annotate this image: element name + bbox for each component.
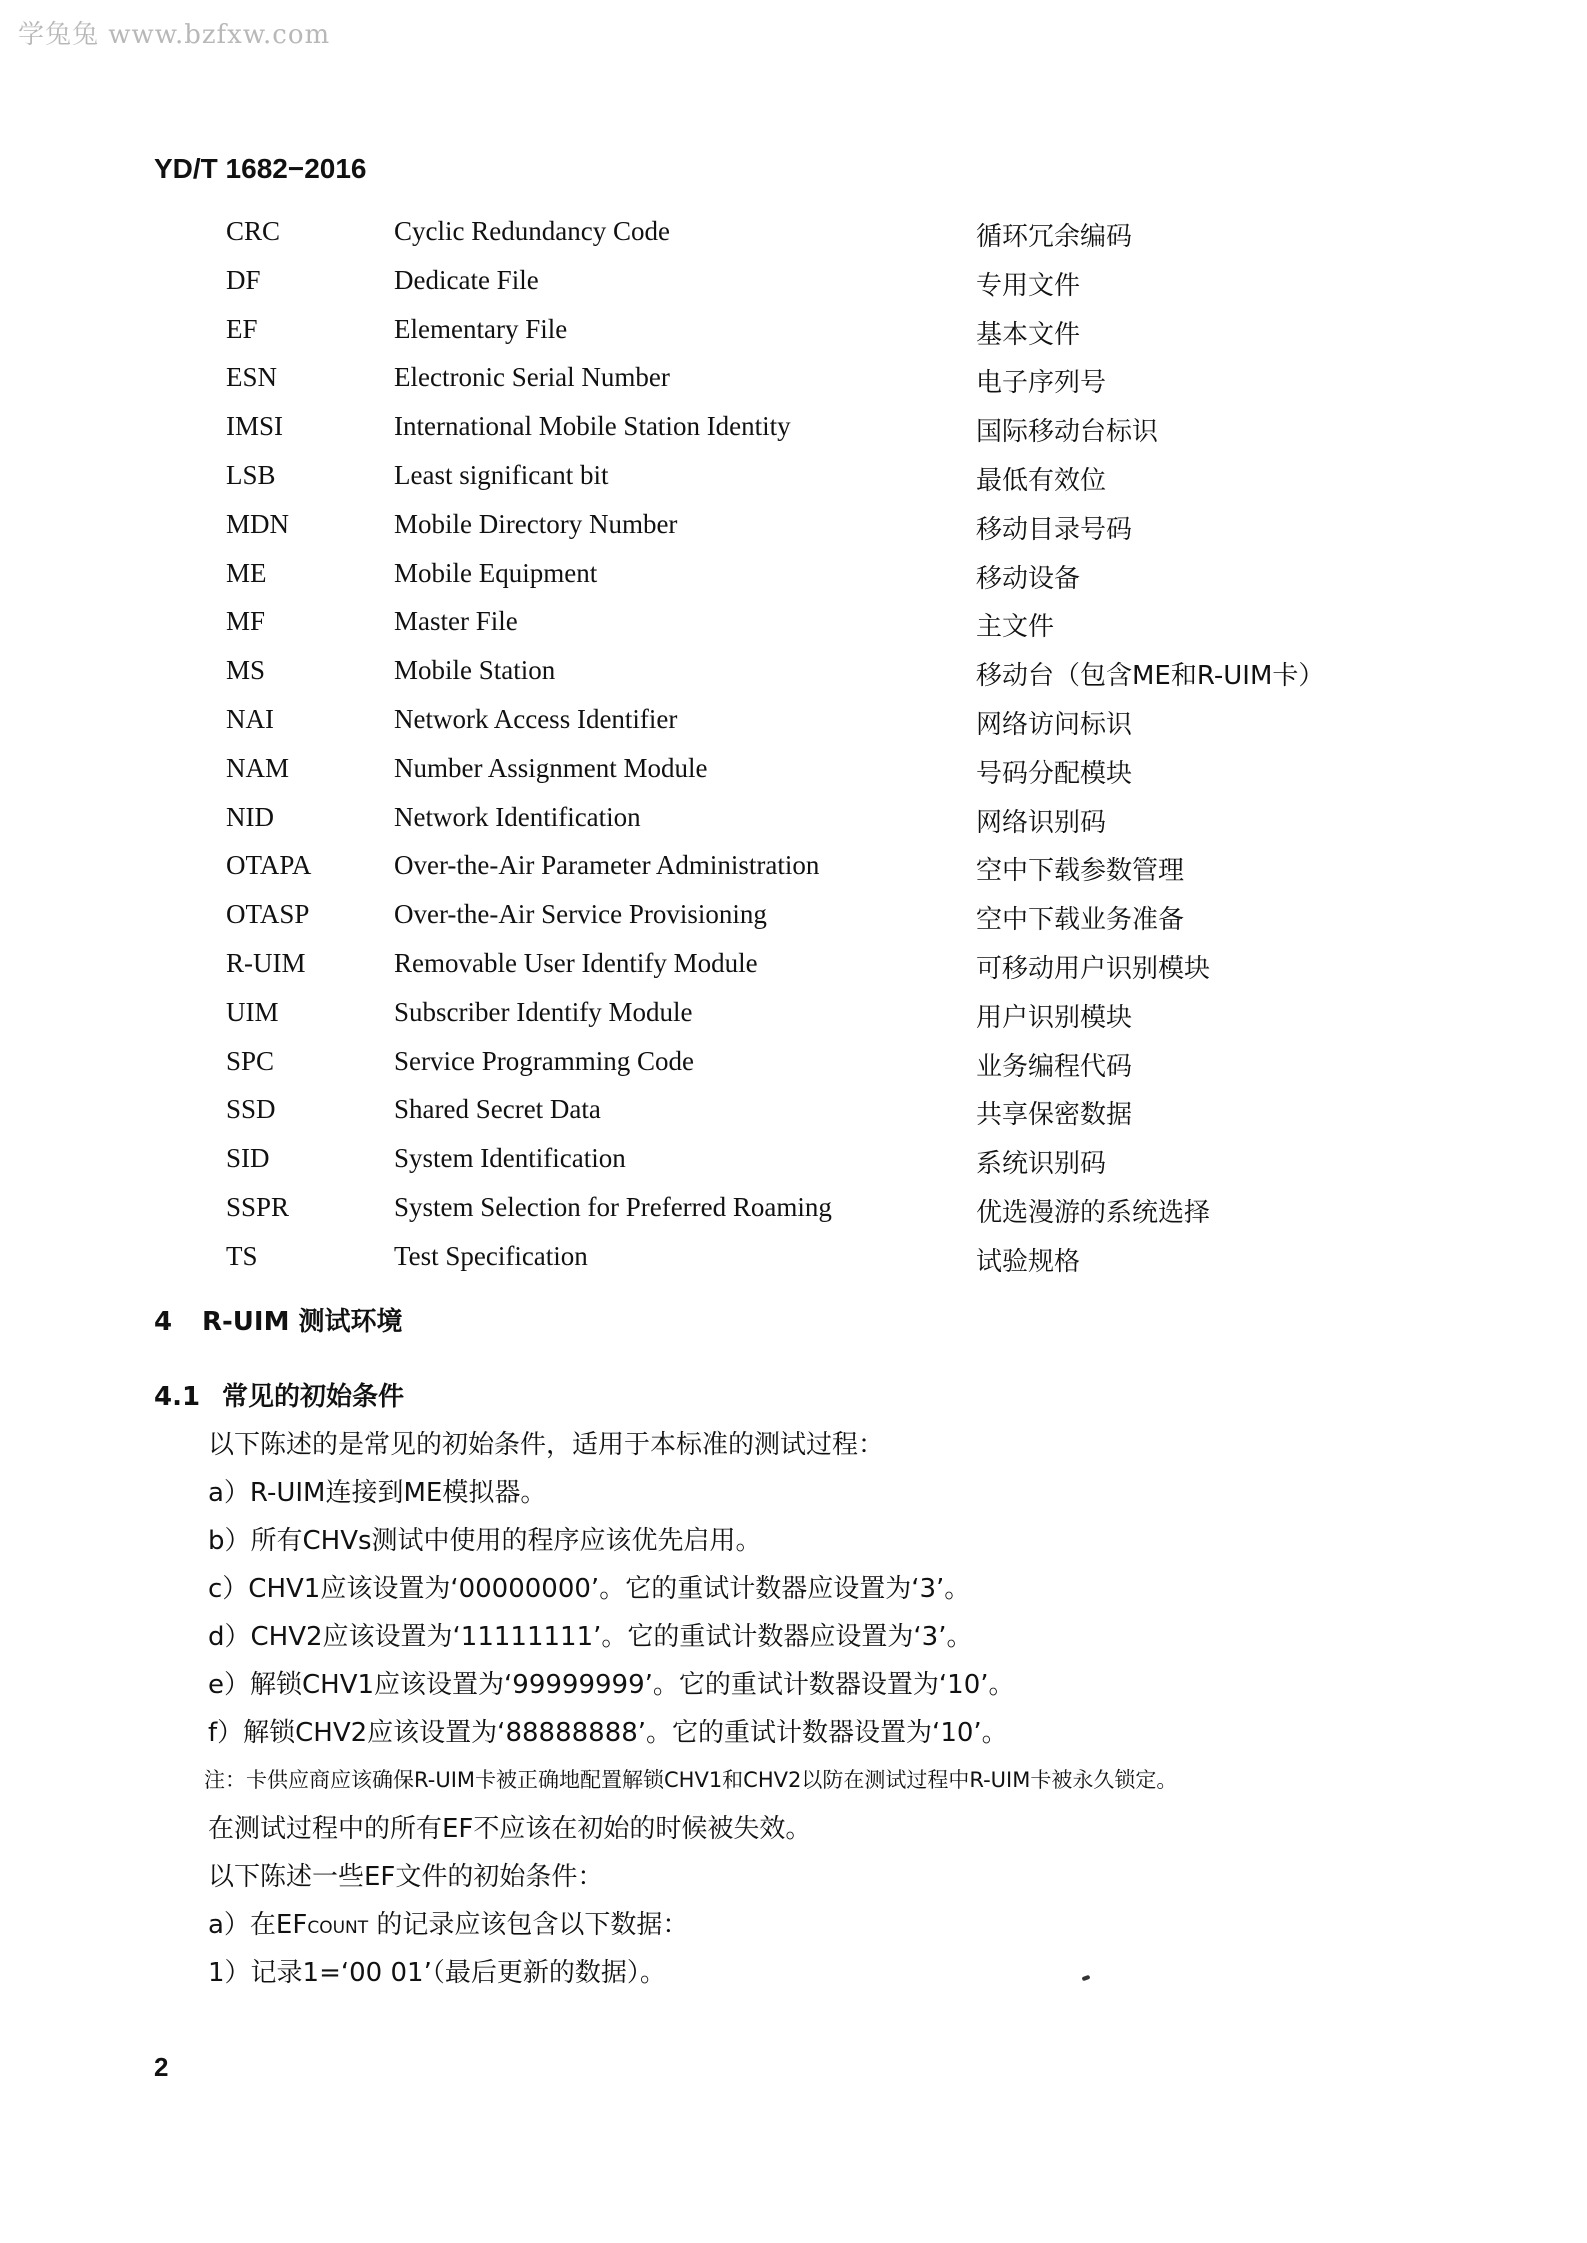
chinese-term: 共享保密数据: [976, 1100, 1133, 1131]
chinese-term: 空中下载业务准备: [976, 905, 1185, 936]
abbreviation-row: [226, 602, 1386, 651]
english-term: Dedicate File: [394, 264, 539, 295]
ef-a-prefix: a）在EF: [208, 1910, 308, 1940]
english-term: System Selection for Preferred Roaming: [394, 1191, 832, 1222]
watermark: 学兔兔 www.bzfxw.com: [18, 20, 331, 50]
abbreviation-row: [226, 261, 1386, 310]
english-term: Mobile Equipment: [394, 557, 598, 588]
abbreviation: MDN: [226, 508, 290, 539]
abbreviation: IMSI: [226, 411, 284, 442]
document-identifier: YD/T 1682−2016: [154, 153, 367, 184]
abbreviation: SID: [226, 1143, 270, 1174]
abbreviation-row: [226, 456, 1386, 505]
paragraph-ef-intro: 以下陈述一些EF文件的初始条件：: [208, 1862, 604, 1892]
english-term: Service Programming Code: [394, 1045, 694, 1076]
english-term: Mobile Station: [394, 655, 556, 686]
abbreviation: SSPR: [226, 1191, 290, 1222]
list-item-d: d）CHV2应该设置为‘11111111’。它的重试计数器应设置为‘3’。: [208, 1622, 973, 1652]
english-term: Elementary File: [394, 313, 568, 344]
chinese-term: 用户识别模块: [976, 1002, 1133, 1033]
page-number: 2: [154, 2052, 169, 2082]
abbreviation-row: [226, 1237, 1386, 1286]
chinese-term: 移动目录号码: [976, 514, 1133, 545]
chinese-term: 循环冗余编码: [976, 222, 1133, 252]
english-term: Mobile Directory Number: [394, 508, 678, 539]
abbreviation: TS: [226, 1240, 258, 1271]
section-title: 常见的初始条件: [222, 1382, 405, 1412]
abbreviation: MF: [226, 606, 266, 637]
abbreviation-table: [226, 212, 1386, 1286]
abbreviation: LSB: [226, 459, 276, 490]
list-item-b: b）所有CHVs测试中使用的程序应该优先启用。: [208, 1526, 762, 1556]
abbreviation-row: [226, 1139, 1386, 1188]
abbreviation-row: [226, 798, 1386, 847]
chinese-term: 专用文件: [976, 270, 1081, 301]
chinese-term: 电子序列号: [976, 368, 1107, 399]
abbreviation: SSD: [226, 1094, 276, 1125]
chinese-term: 网络识别码: [976, 807, 1107, 838]
english-term: Network Identification: [394, 801, 641, 832]
abbreviation: CRC: [226, 216, 281, 246]
english-term: Least significant bit: [394, 459, 609, 490]
chinese-term: 基本文件: [976, 319, 1081, 350]
abbreviation-row: [226, 651, 1386, 700]
english-term: Removable User Identify Module: [394, 947, 758, 978]
english-term: Over-the-Air Parameter Administration: [394, 850, 820, 881]
abbreviation: SPC: [226, 1045, 275, 1076]
abbreviation: ME: [226, 557, 267, 588]
chinese-term: 移动设备: [976, 563, 1081, 594]
chinese-term: 主文件: [976, 612, 1055, 643]
abbreviation: NAM: [226, 752, 290, 783]
english-term: Over-the-Air Service Provisioning: [394, 899, 767, 930]
list-item-ef-1: 1）记录1=‘00 01’（最后更新的数据）。: [208, 1958, 666, 1988]
abbreviation-row: [226, 505, 1386, 554]
chinese-term: 号码分配模块: [976, 758, 1133, 789]
chinese-term: 移动台（包含ME和R-UIM卡）: [976, 661, 1325, 692]
chinese-term: 国际移动台标识: [976, 417, 1159, 448]
abbreviation: OTASP: [226, 899, 310, 930]
abbreviation: DF: [226, 264, 261, 295]
paragraph-intro: 以下陈述的是常见的初始条件，适用于本标准的测试过程：: [208, 1430, 885, 1460]
section-title: R-UIM 测试环境: [202, 1307, 403, 1337]
abbreviation: OTAPA: [226, 850, 312, 881]
abbreviation: ESN: [226, 362, 278, 393]
chinese-term: 网络访问标识: [976, 709, 1133, 740]
abbreviation-row: [226, 993, 1386, 1042]
english-term: Cyclic Redundancy Code: [394, 216, 670, 246]
chinese-term: 系统识别码: [976, 1149, 1107, 1180]
list-item-ef-a: [208, 1904, 688, 1941]
abbreviation-row: [226, 749, 1386, 798]
section-4-heading: [154, 1301, 403, 1338]
abbreviation: NAI: [226, 703, 274, 734]
abbreviation-row: [226, 1090, 1386, 1139]
abbreviation-row: [226, 358, 1386, 407]
abbreviation-row: [226, 1188, 1386, 1237]
chinese-term: 优选漫游的系统选择: [976, 1197, 1211, 1228]
abbreviation-row: [226, 1042, 1386, 1091]
section-number: 4: [154, 1307, 173, 1337]
chinese-term: 最低有效位: [976, 465, 1107, 496]
english-term: International Mobile Station Identity: [394, 411, 791, 442]
abbreviation-row: [226, 407, 1386, 456]
english-term: Electronic Serial Number: [394, 362, 670, 393]
section-number: 4.1: [154, 1382, 201, 1412]
paragraph-ef-invalid: 在测试过程中的所有EF不应该在初始的时候被失效。: [208, 1814, 812, 1844]
chinese-term: 空中下载参数管理: [976, 856, 1185, 887]
chinese-term: 可移动用户识别模块: [976, 953, 1211, 984]
abbreviation-row: [226, 700, 1386, 749]
ef-a-suffix: 的记录应该包含以下数据：: [368, 1910, 689, 1940]
ef-count-subscript: COUNT: [307, 1918, 369, 1938]
abbreviation: NID: [226, 801, 274, 832]
abbreviation-row: [226, 554, 1386, 603]
list-item-a: a）R-UIM连接到ME模拟器。: [208, 1478, 547, 1508]
english-term: Master File: [394, 606, 518, 637]
chinese-term: 试验规格: [976, 1246, 1081, 1277]
abbreviation-row: [226, 895, 1386, 944]
note: 注：卡供应商应该确保R-UIM卡被正确地配置解锁CHV1和CHV2以防在测试过程中R-UIM卡被永久锁定。: [204, 1768, 1178, 1792]
abbreviation: R-UIM: [226, 947, 306, 978]
abbreviation: EF: [226, 313, 258, 344]
list-item-c: c）CHV1应该设置为‘00000000’。它的重试计数器应设置为‘3’。: [208, 1574, 971, 1604]
chinese-term: 业务编程代码: [976, 1051, 1133, 1082]
english-term: Test Specification: [394, 1240, 588, 1271]
english-term: Network Access Identifier: [394, 703, 678, 734]
section-4-1-heading: [154, 1376, 404, 1413]
abbreviation-row: [226, 944, 1386, 993]
abbreviation-row: [226, 310, 1386, 359]
english-term: System Identification: [394, 1143, 626, 1174]
list-item-f: f）解锁CHV2应该设置为‘88888888’。它的重试计数器设置为‘10’。: [208, 1718, 1008, 1748]
english-term: Shared Secret Data: [394, 1094, 601, 1125]
english-term: Subscriber Identify Module: [394, 996, 693, 1027]
abbreviation: MS: [226, 655, 266, 686]
english-term: Number Assignment Module: [394, 752, 708, 783]
list-item-e: e）解锁CHV1应该设置为‘99999999’。它的重试计数器设置为‘10’。: [208, 1670, 1015, 1700]
abbreviation-row: [226, 212, 1386, 261]
abbreviation-row: [226, 846, 1386, 895]
scan-speck: [1082, 1975, 1091, 1981]
abbreviation: UIM: [226, 996, 279, 1027]
